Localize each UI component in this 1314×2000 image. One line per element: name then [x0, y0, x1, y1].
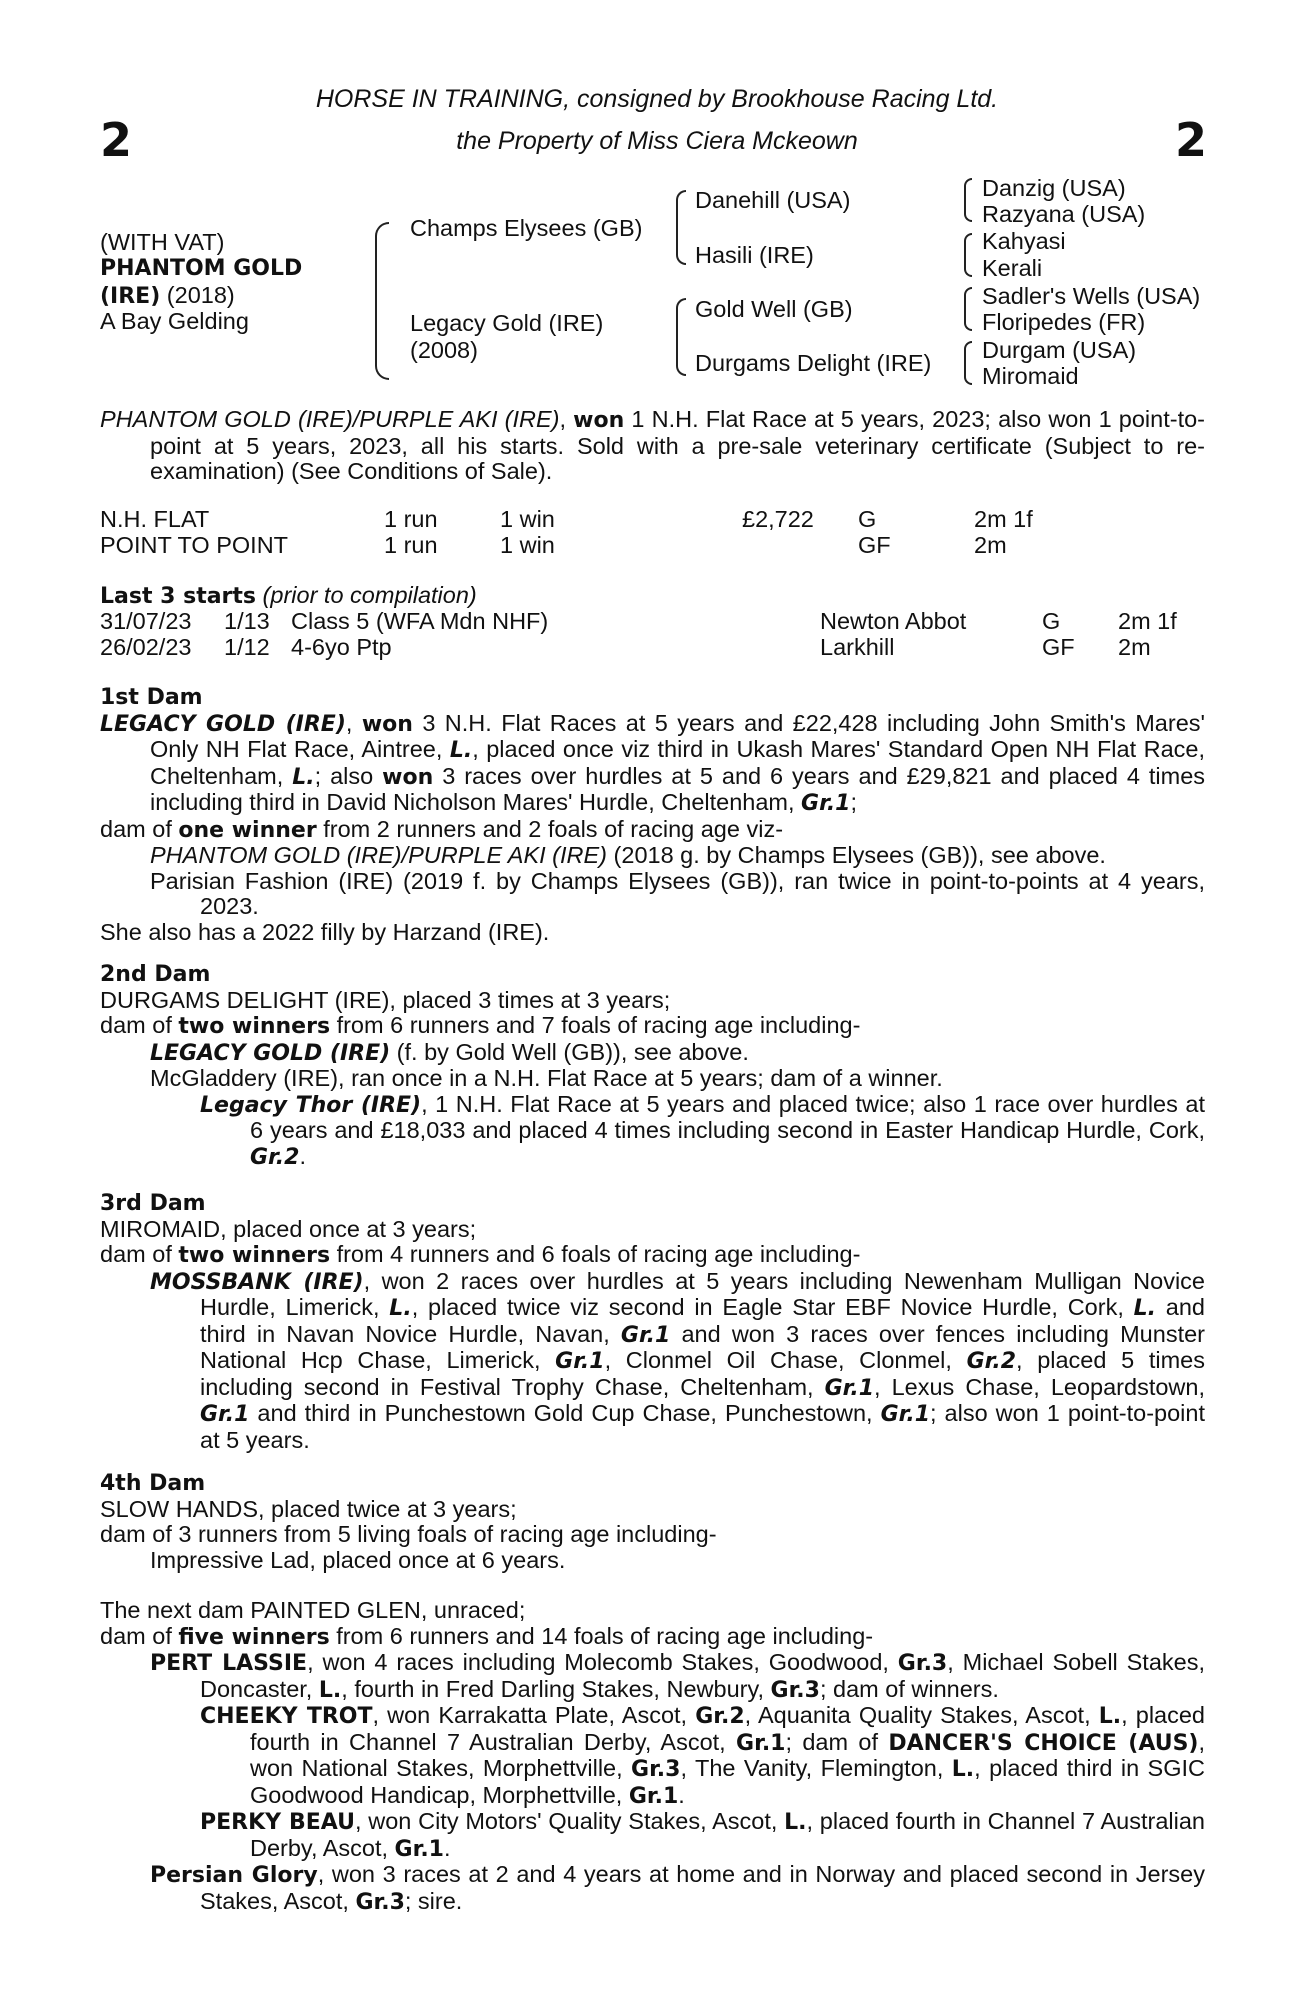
grade-label: Gr.3 [355, 1889, 405, 1915]
progeny-name: Persian Glory [150, 1863, 318, 1888]
start-going: G [1042, 608, 1061, 634]
text: ; also [314, 762, 383, 789]
last-starts-subtitle: (prior to compilation) [256, 582, 477, 608]
record-type: N.H. FLAT [100, 506, 210, 532]
pedigree-brace-g12 [964, 178, 972, 222]
dam-of-line [100, 1013, 1205, 1040]
grade-label: Gr.2 [250, 1144, 300, 1170]
winners-count: two winners [178, 1243, 331, 1268]
intro-won: won [573, 408, 625, 433]
text: , won Karrakatta Plate, Ascot, [372, 1702, 696, 1728]
grade-label: Gr.3 [631, 1757, 681, 1782]
third-dam-section [100, 1191, 1205, 1453]
listed-label: L. [1098, 1704, 1122, 1729]
dam-line: MIROMAID, placed once at 3 years; [100, 1215, 477, 1242]
text: 3 N.H. Flat Races at 5 years and £22,428 including John Smith's Mares' Only NH Flat Race, Aintree, [150, 709, 1206, 762]
dam-of-line [100, 1242, 1205, 1269]
text: dam of [100, 1622, 179, 1649]
lot-number-left: 2 [100, 113, 133, 167]
listed-label: L. [1133, 1296, 1156, 1321]
text: , won 3 races at 2 and 4 years at home and in Norway and placed second in Jersey Stakes, Ascot, [200, 1861, 1206, 1914]
grade-label: Gr.1 [620, 1322, 671, 1348]
start-date: 26/02/23 [100, 634, 192, 660]
consignor-line: HORSE IN TRAINING, consigned by Brookhouse Racing Ltd. [315, 85, 999, 113]
pedigree-brace-g34 [964, 233, 972, 277]
text: , placed third in SGIC Goodwood Handicap, Morphettville, [250, 1755, 1205, 1808]
grade-label: Gr.2 [695, 1704, 745, 1729]
dam-year: (2008) [410, 337, 478, 363]
record-going: GF [858, 532, 891, 558]
text: , won 2 races over hurdles at 5 years including Newenham Mulligan Novice Hurdle, Limerick, [200, 1267, 1205, 1320]
section-title: 3rd Dam [100, 1191, 206, 1216]
text: from 4 runners and 6 foals of racing age including- [330, 1241, 861, 1267]
dam-line: The next dam PAINTED GLEN, unraced; [100, 1597, 526, 1623]
listed-label: L. [951, 1757, 975, 1782]
record-runs: 1 run [384, 506, 438, 532]
progeny-entry [100, 1703, 1205, 1809]
progeny-entry [100, 843, 1205, 869]
listed-label: L. [449, 738, 473, 763]
start-course: Newton Abbot [820, 608, 967, 634]
text: , Aquanita Quality Stakes, Ascot, [744, 1702, 1099, 1728]
grade-label: Gr.1 [555, 1349, 605, 1374]
next-dam-section [100, 1598, 1205, 1915]
start-distance: 2m 1f [1118, 608, 1177, 634]
dam-of-line [100, 817, 1205, 844]
first-dam-section [100, 685, 1205, 945]
listed-label: L. [389, 1296, 412, 1321]
intro-paragraph: PHANTOM GOLD (IRE)/PURPLE AKI (IRE), won 1 N.H. Flat Race at 5 years, 2023; also won 1 point-to-point at 5 years, 2023, all his starts. Sold with a pre-sale veterinary certificate (Subject to re-examination) (See Conditions of Sale). [100, 406, 1206, 484]
text: (f. by Gold Well (GB)), see above. [390, 1038, 749, 1065]
dam-line: DURGAMS DELIGHT (IRE), placed 3 times at 3 years; [100, 986, 671, 1013]
progeny-name: PERT LASSIE [150, 1651, 308, 1676]
text: and third in Navan Novice Hurdle, Navan, [200, 1294, 1205, 1347]
progeny-entry [100, 1809, 1205, 1862]
text: , won City Motors' Quality Stakes, Ascot, [354, 1808, 785, 1834]
winners-count: five winners [178, 1624, 330, 1650]
start-going: GF [1042, 634, 1075, 660]
progeny-entry [100, 1269, 1205, 1454]
text: and third in Punchestown Gold Cup Chase, Punchestown, [249, 1400, 881, 1426]
sire-sire: Danehill (USA) [695, 187, 851, 213]
won-label: won [361, 711, 413, 737]
record-type: POINT TO POINT [100, 532, 289, 558]
grade-label: Gr.1 [394, 1836, 444, 1862]
progeny-name: DANCER'S CHOICE (AUS) [888, 1730, 1199, 1756]
grade-label: Gr.1 [200, 1402, 250, 1427]
grade-label: Gr.2 [966, 1349, 1016, 1374]
text: , won 4 races including Molecomb Stakes, Goodwood, [307, 1649, 898, 1675]
text: , placed fourth in Channel 7 Australian Derby, Ascot, [250, 1808, 1205, 1861]
start-race: Class 5 (WFA Mdn NHF) [291, 608, 549, 634]
horse-origin-year [100, 283, 235, 310]
grade-label: Gr.1 [824, 1375, 875, 1401]
gg-2: Razyana (USA) [982, 201, 1146, 227]
text: from 2 runners and 2 foals of racing age viz- [316, 815, 784, 842]
gg-4: Kerali [982, 255, 1043, 281]
dam-note: She also has a 2022 filly by Harzand (IRE). [100, 918, 550, 945]
dam-paragraph [100, 711, 1205, 817]
pedigree-brace-g56 [964, 287, 972, 331]
record-distance: 2m 1f [974, 506, 1033, 532]
progeny-entry: Impressive Lad, placed once at 6 years. [150, 1546, 566, 1573]
horse-country: (IRE) [100, 284, 161, 309]
text: , placed twice viz second in Eagle Star EBF Novice Hurdle, Cork, [411, 1294, 1134, 1320]
text: , Lexus Chase, Leopardstown, [874, 1373, 1205, 1400]
dam: Legacy Gold (IRE) [410, 310, 604, 336]
progeny-entry [100, 1650, 1205, 1703]
dam-dam: Durgams Delight (IRE) [695, 350, 932, 376]
text: from 6 runners and 7 foals of racing age including- [330, 1012, 861, 1038]
dam-sire: Gold Well (GB) [695, 296, 853, 322]
last-starts-title: Last 3 starts [100, 584, 257, 609]
text: . [678, 1781, 685, 1808]
record-going: G [858, 506, 877, 532]
text: , Michael Sobell Stakes, Doncaster, [200, 1649, 1205, 1702]
winners-count: two winners [178, 1014, 331, 1039]
section-title: 2nd Dam [100, 962, 211, 987]
text: , fourth in Fred Darling Stakes, Newbury, [341, 1675, 771, 1702]
progeny-entry [100, 1862, 1205, 1915]
progeny-entry: McGladdery (IRE), ran once in a N.H. Flat Race at 5 years; dam of a winner. [150, 1065, 943, 1091]
grade-label: Gr.3 [897, 1651, 948, 1676]
progeny-name: CHEEKY TROT [200, 1704, 373, 1729]
record-runs: 1 run [384, 532, 438, 558]
gg-8: Miromaid [982, 363, 1079, 389]
start-distance: 2m [1118, 634, 1151, 660]
pedigree-brace-main [375, 222, 389, 380]
sire: Champs Elysees (GB) [410, 215, 643, 241]
text: , Clonmel Oil Chase, Clonmel, [604, 1347, 967, 1373]
progeny-name: PHANTOM GOLD (IRE)/PURPLE AKI (IRE) [150, 842, 608, 868]
text: ; dam of [785, 1728, 889, 1755]
progeny-name: MOSSBANK (IRE) [150, 1269, 364, 1295]
start-race: 4-6yo Ptp [291, 634, 392, 660]
sire-dam: Hasili (IRE) [695, 242, 814, 268]
listed-label: L. [784, 1810, 807, 1835]
listed-label: L. [292, 764, 315, 790]
text: , placed once viz third in Ukash Mares' Standard Open NH Flat Race, Cheltenham, [150, 736, 1205, 789]
text: 3 races over hurdles at 5 and 6 years and £29,821 and placed 4 times including third in David Nicholson Mares' Hurdle, Cheltenham, [150, 762, 1206, 815]
text: , placed 5 times including second in Festival Trophy Chase, Cheltenham, [200, 1347, 1205, 1400]
pedigree-brace-g78 [964, 341, 972, 385]
gg-1: Danzig (USA) [982, 175, 1126, 201]
text: dam of [100, 815, 179, 842]
text: , 1 N.H. Flat Race at 5 years and placed twice; also 1 race over hurdles at 6 years and £18,033 and placed 4 times including second in Easter Handicap Hurdle, Cork, [250, 1090, 1205, 1143]
listed-label: L. [318, 1677, 342, 1703]
gg-7: Durgam (USA) [982, 337, 1137, 363]
text: ; also won 1 point-to-point at 5 years. [200, 1400, 1205, 1453]
start-date: 31/07/23 [100, 608, 192, 634]
horse-year: (2018) [160, 282, 235, 308]
text: from 6 runners and 14 foals of racing age including- [329, 1622, 874, 1649]
record-wins: 1 win [500, 506, 555, 532]
start-course: Larkhill [820, 634, 895, 660]
won-label: won [382, 764, 434, 790]
dam-name: LEGACY GOLD (IRE) [100, 711, 346, 737]
dam-of-line: dam of 3 runners from 5 living foals of racing age including- [100, 1521, 717, 1547]
progeny-entry [100, 1040, 1205, 1067]
text: ; sire. [404, 1887, 463, 1914]
text: dam of [100, 1241, 179, 1267]
pedigree-brace-sire [676, 190, 686, 265]
lot-number-right: 2 [1175, 113, 1208, 167]
last-starts-heading [100, 583, 477, 610]
intro-text: 1 N.H. Flat Race at 5 years, 2023; also won 1 point-to-point at 5 years, 2023, all his starts. Sold with a pre-sale veterinary certificate (Subject to re-examination) (See Conditions of Sale). [150, 406, 1206, 484]
horse-name: PHANTOM GOLD [100, 256, 303, 281]
horse-description: A Bay Gelding [100, 308, 249, 334]
section-title: 1st Dam [100, 685, 203, 710]
text: ; dam of winners. [819, 1675, 999, 1702]
vat-label: (WITH VAT) [100, 229, 225, 255]
start-position: 1/12 [224, 634, 270, 660]
fourth-dam-section [100, 1471, 1205, 1573]
record-distance: 2m [974, 532, 1007, 558]
progeny-name: Legacy Thor (IRE) [200, 1092, 422, 1118]
grade-label: Gr.1 [801, 791, 851, 816]
gg-5: Sadler's Wells (USA) [982, 283, 1201, 309]
grade-label: Gr.3 [770, 1677, 820, 1703]
progeny-name: LEGACY GOLD (IRE) [150, 1040, 391, 1066]
text: , placed fourth in Channel 7 Australian Derby, Ascot, [250, 1702, 1205, 1755]
record-wins: 1 win [500, 532, 555, 558]
winners-count: one winner [178, 817, 317, 843]
pedigree-brace-dam [676, 298, 686, 376]
progeny-entry [100, 1092, 1205, 1171]
dam-line: SLOW HANDS, placed twice at 3 years; [100, 1495, 517, 1522]
text: . [443, 1834, 451, 1861]
text: ; [850, 789, 858, 815]
text: , The Vanity, Flemington, [680, 1755, 952, 1781]
progeny-entry: Parisian Fashion (IRE) (2019 f. by Champs Elysees (GB)), ran twice in point-to-points at 4 years, 2023. [150, 867, 1205, 919]
grade-label: Gr.1 [880, 1402, 931, 1427]
grade-label: Gr.1 [736, 1730, 786, 1756]
text: , won National Stakes, Morphettville, [250, 1728, 1205, 1781]
gg-3: Kahyasi [982, 228, 1066, 254]
text: dam of [100, 1012, 179, 1038]
dam-of-line [100, 1624, 1205, 1651]
start-position: 1/13 [224, 608, 270, 634]
text: , [345, 709, 362, 736]
second-dam-section [100, 962, 1205, 1170]
section-title: 4th Dam [100, 1471, 206, 1496]
progeny-name: PERKY BEAU [200, 1810, 355, 1835]
intro-horse-name: PHANTOM GOLD (IRE)/PURPLE AKI (IRE) [100, 406, 560, 432]
grade-label: Gr.1 [628, 1783, 679, 1809]
record-prize: £2,722 [742, 506, 814, 532]
text: and won 3 races over fences including Munster National Hcp Chase, Limerick, [200, 1320, 1205, 1373]
property-line: the Property of Miss Ciera Mckeown [456, 127, 858, 155]
gg-6: Floripedes (FR) [982, 309, 1146, 335]
text: . [299, 1142, 306, 1169]
text: (2018 g. by Champs Elysees (GB)), see above. [607, 842, 1106, 868]
